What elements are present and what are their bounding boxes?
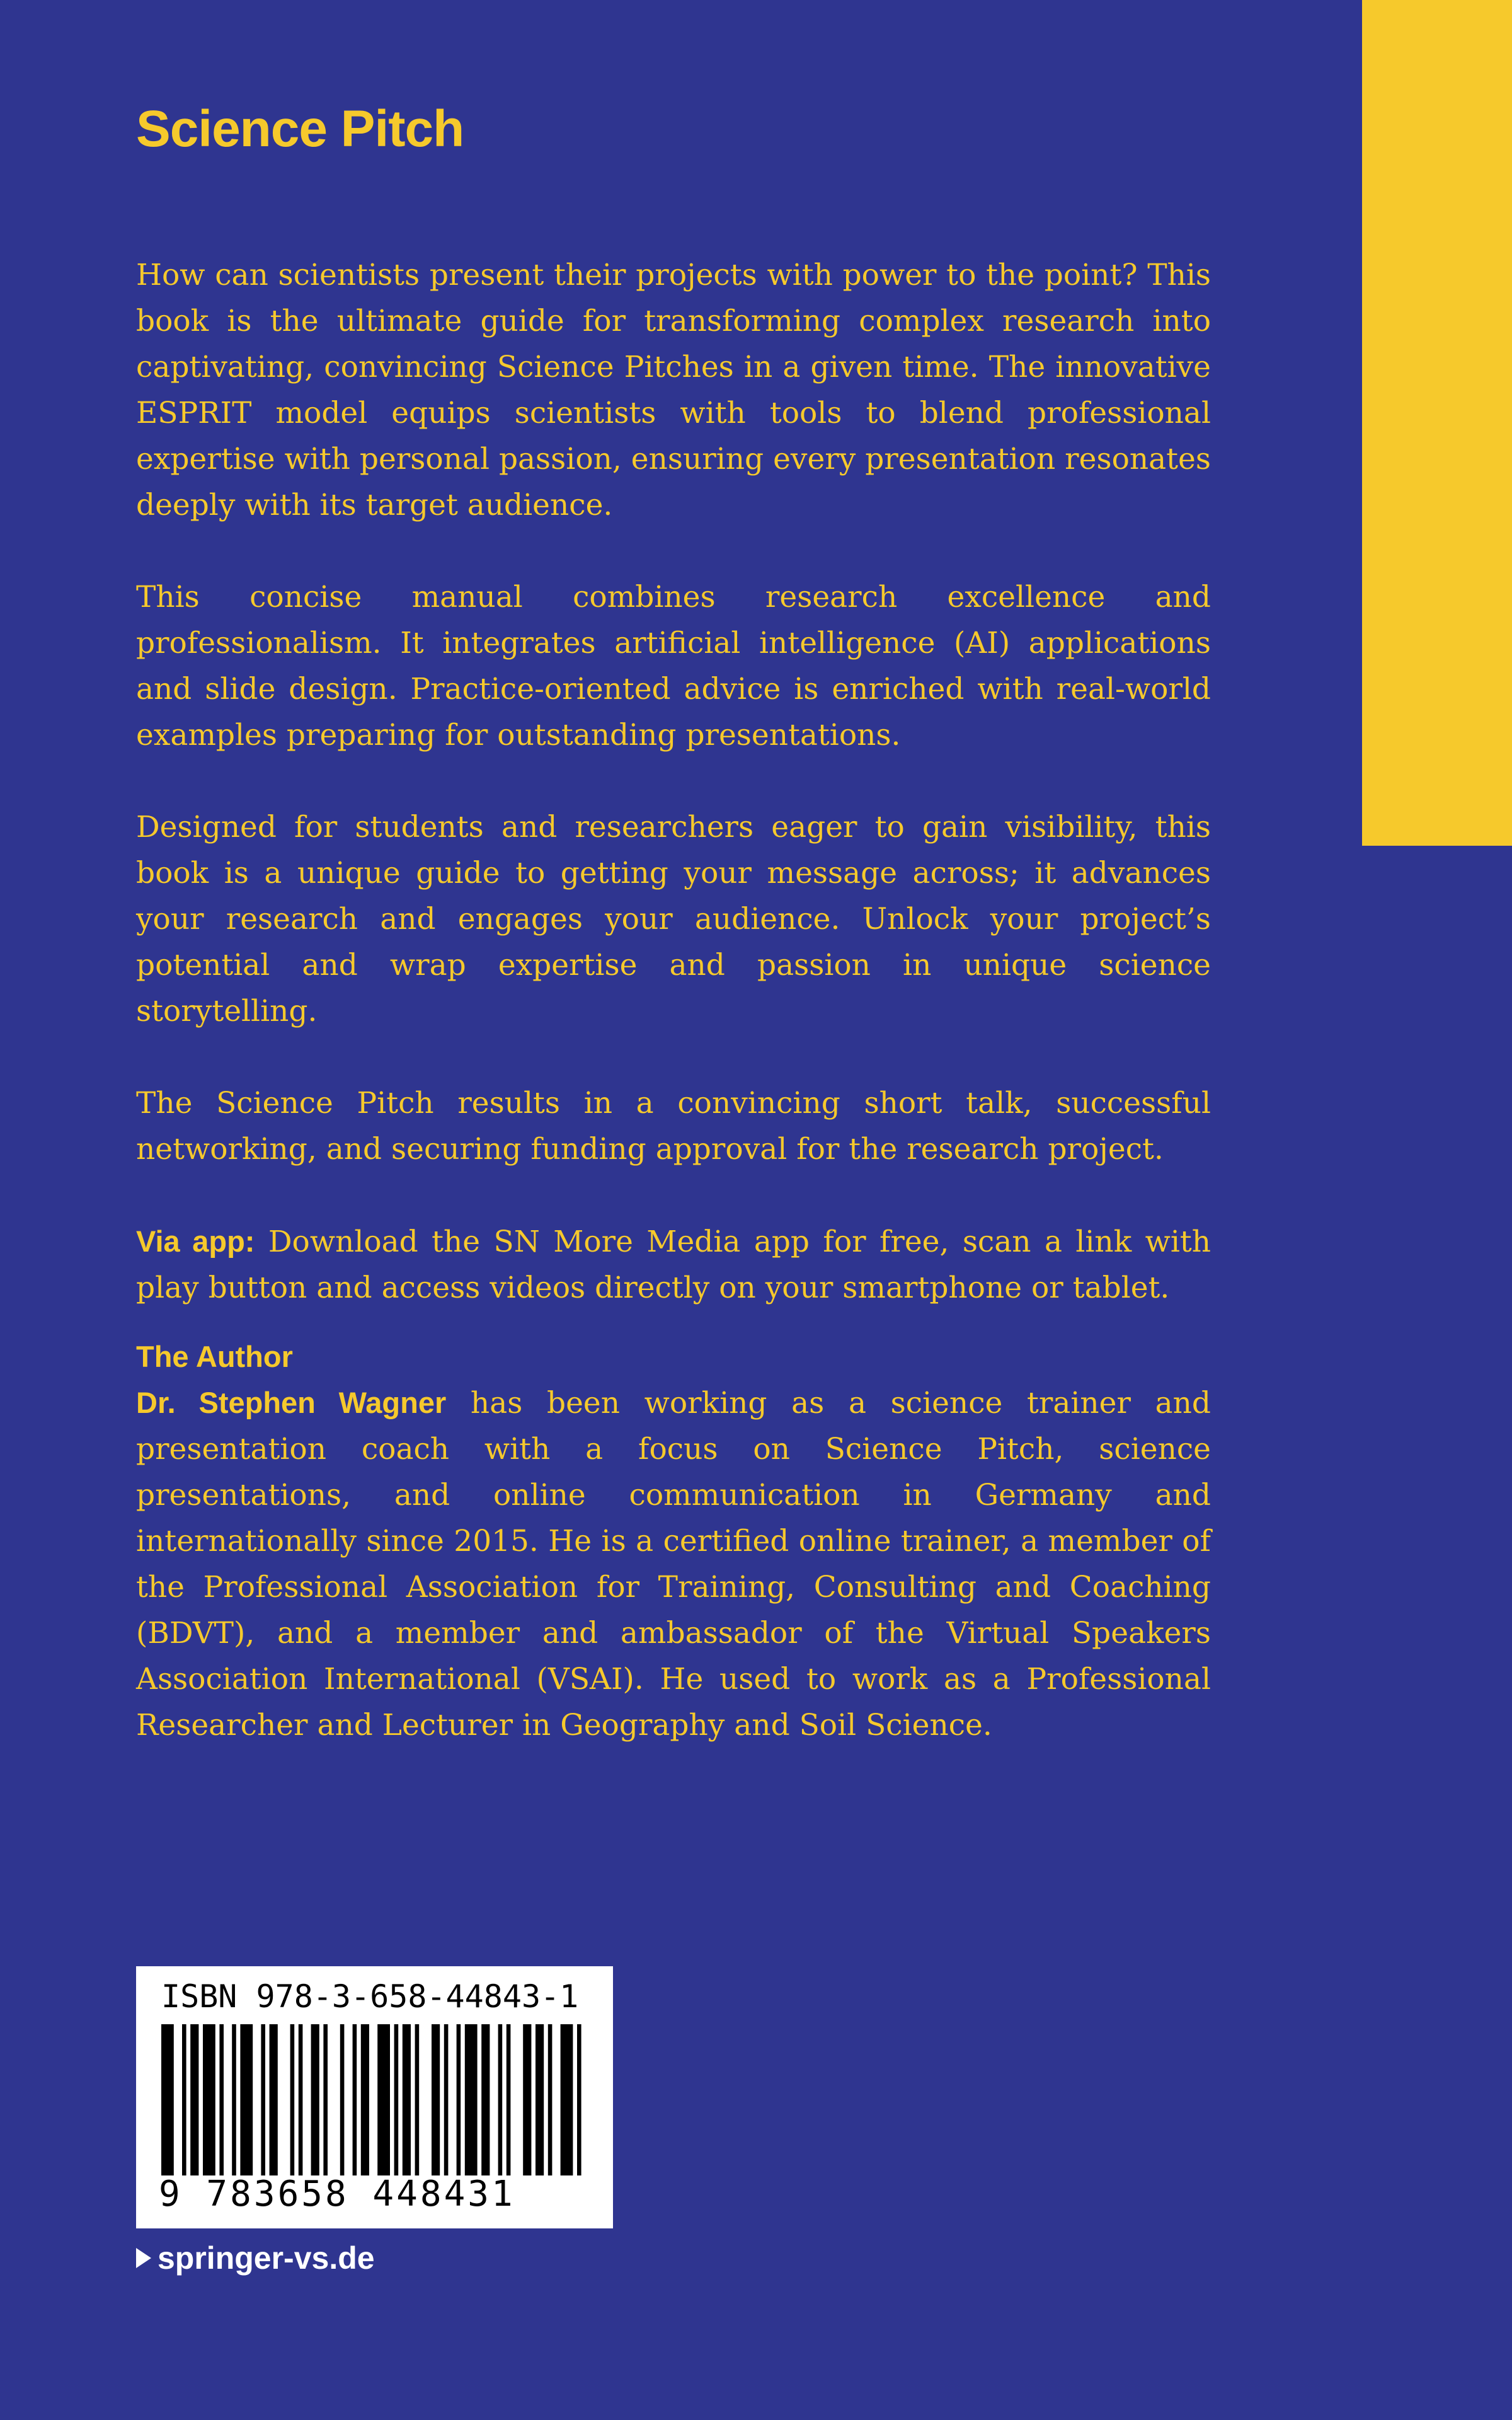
- author-bio-text: has been working as a science trainer and presentation coach with a focus on Science Pitch, science presentations, and online communication in Germany and internationally since 2015. He is a certified online trainer, a member of the Professional Association for Training, Consulting and Coaching (BDVT), and a member and ambassador of the Virtual Speakers Association International (VSAI). He used to work as a Professional Researcher and Lecturer in Geography and Soil Science.: [136, 1386, 1211, 1743]
- via-app-paragraph: [136, 1218, 1211, 1311]
- accent-bar: [1362, 0, 1512, 846]
- isbn-barcode-box: [136, 1966, 613, 2228]
- isbn-label: ISBN 978-3-658-44843-1: [161, 1978, 579, 2015]
- barcode-digits: 9 783658 448431: [159, 2174, 515, 2215]
- blurb-paragraph-4: The Science Pitch results in a convincing short talk, successful networking, and securing funding approval for the research project.: [136, 1086, 1211, 1167]
- via-app-text: Download the SN More Media app for free, scan a link with play button and access videos directly on your smartphone or tablet.: [136, 1224, 1211, 1305]
- blurb-paragraph-2: This concise manual combines research excellence and professionalism. It integrates artificial intelligence (AI) applications and slide design. Practice-oriented advice is enriched with real-world examples preparing for outstanding presentations.: [136, 580, 1211, 752]
- book-title: Science Pitch: [136, 100, 464, 158]
- via-app-label: Via app:: [136, 1224, 255, 1258]
- author-bio: [136, 1380, 1211, 1748]
- blurb-paragraph-1: How can scientists present their projects with power to the point? This book is the ultimate guide for transforming complex research into captivating, convincing Science Pitches in a given time. The innovative ESPRIT model equips scientists with tools to blend professional expertise with personal passion, ensuring every presentation resonates deeply with its target audience.: [136, 258, 1211, 522]
- publisher-url: springer-vs.de: [158, 2240, 375, 2276]
- author-name: Dr. Stephen Wagner: [136, 1386, 447, 1419]
- blurb-paragraph-3: Designed for students and researchers eager to gain visibility, this book is a unique guide to getting your message across; it advances your research and engages your audience. Unlock your project’s potential and wrap expertise and passion in unique science storytelling.: [136, 810, 1211, 1028]
- barcode: [161, 2024, 588, 2175]
- arrow-right-icon: [136, 2248, 151, 2268]
- author-heading: The Author: [136, 1340, 293, 1373]
- publisher-link[interactable]: [136, 2236, 375, 2280]
- blurb: [136, 252, 1211, 1794]
